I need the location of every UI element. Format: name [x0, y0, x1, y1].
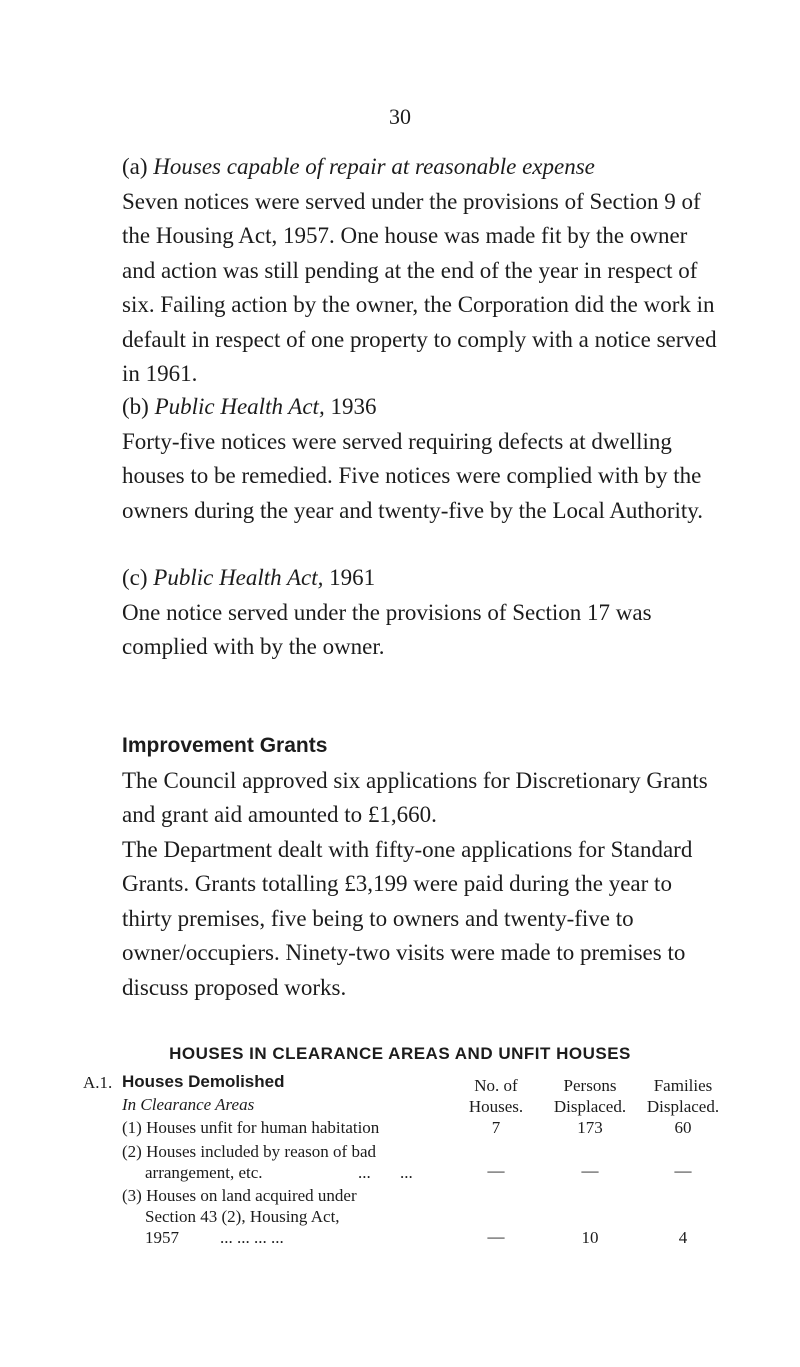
section-c-year: 1961	[329, 565, 376, 590]
table-row-1-families: 60	[674, 1118, 692, 1137]
table-row-2-leader-2: ...	[400, 1163, 413, 1182]
col-header-families-2: Displaced.	[646, 1097, 720, 1116]
col-header-houses-2: Houses.	[468, 1097, 524, 1116]
table-row-1-houses: 7	[491, 1118, 501, 1137]
section-a-title: Houses capable of repair at reasonable expense	[153, 154, 595, 179]
table-row-2-label-1: (2) Houses included by reason of bad	[122, 1142, 376, 1161]
table-row-3-label-2: Section 43 (2), Housing Act,	[145, 1207, 340, 1226]
table-row-3-label-3: 1957	[145, 1228, 179, 1247]
section-c-title: Public Health Act,	[153, 565, 324, 590]
section-b-title: Public Health Act,	[154, 394, 325, 419]
table-row-2-leader-1: ...	[358, 1163, 371, 1182]
section-a-label: (a)	[122, 154, 148, 179]
improvement-heading: Improvement Grants	[122, 734, 328, 757]
table-row-3-families: 4	[678, 1228, 688, 1247]
table-row-3-label-1: (3) Houses on land acquired under	[122, 1186, 357, 1205]
col-header-families-1: Families	[653, 1076, 713, 1095]
table-section-label: A.1.	[83, 1073, 113, 1092]
table-row-3-houses: —	[487, 1227, 505, 1246]
section-c-label: (c)	[122, 565, 148, 590]
section-c-body: One notice served under the provisions of Section 17 was complied with by the owner.	[122, 599, 652, 659]
table-title: HOUSES IN CLEARANCE AREAS AND UNFIT HOUSES	[169, 1044, 631, 1063]
table-row-1-label: (1) Houses unfit for human habitation	[122, 1118, 380, 1137]
section-b-year: 1936	[330, 394, 377, 419]
table-row-3-persons: 10	[581, 1228, 599, 1247]
table-row-3-leader: ... ... ... ...	[220, 1228, 284, 1247]
improvement-para-1: The Council approved six applications for Discretionary Grants and grant aid amounted to £1,660.	[122, 767, 708, 827]
section-a-body: Seven notices were served under the provisions of Section 9 of the Housing Act, 1957. One house was made fit by the owner and action was still pending at the end of the year in respect of six. Failing action by the owner, the Corporation did the work in default in respect of one property to comply with a notice served in 1961.	[122, 188, 717, 386]
table-section-heading: Houses Demolished	[122, 1072, 285, 1091]
section-b-label: (b)	[122, 394, 149, 419]
col-header-persons-2: Displaced.	[553, 1097, 627, 1116]
table-row-2-label-2: arrangement, etc.	[145, 1163, 263, 1182]
table-subheading: In Clearance Areas	[122, 1095, 255, 1114]
section-b-body: Forty-five notices were served requiring defects at dwelling houses to be remedied. Five notices were complied with by the owners during the year and twenty-five by the Local Authority.	[122, 428, 704, 523]
table-row-1-persons: 173	[577, 1118, 603, 1137]
col-header-persons-1: Persons	[563, 1076, 617, 1095]
page-number: 30	[389, 104, 411, 129]
table-row-2-persons: —	[581, 1161, 599, 1180]
improvement-para-2: The Department dealt with fifty-one applications for Standard Grants. Grants totalling £3,199 were paid during the year to thirty premises, five being to owners and twenty-five to owner/occupiers. Ninety-two visits were made to premises to discuss proposed works.	[122, 836, 693, 1000]
col-header-houses-1: No. of	[474, 1076, 518, 1095]
table-row-2-families: —	[674, 1161, 692, 1180]
table-row-2-houses: —	[487, 1161, 505, 1180]
